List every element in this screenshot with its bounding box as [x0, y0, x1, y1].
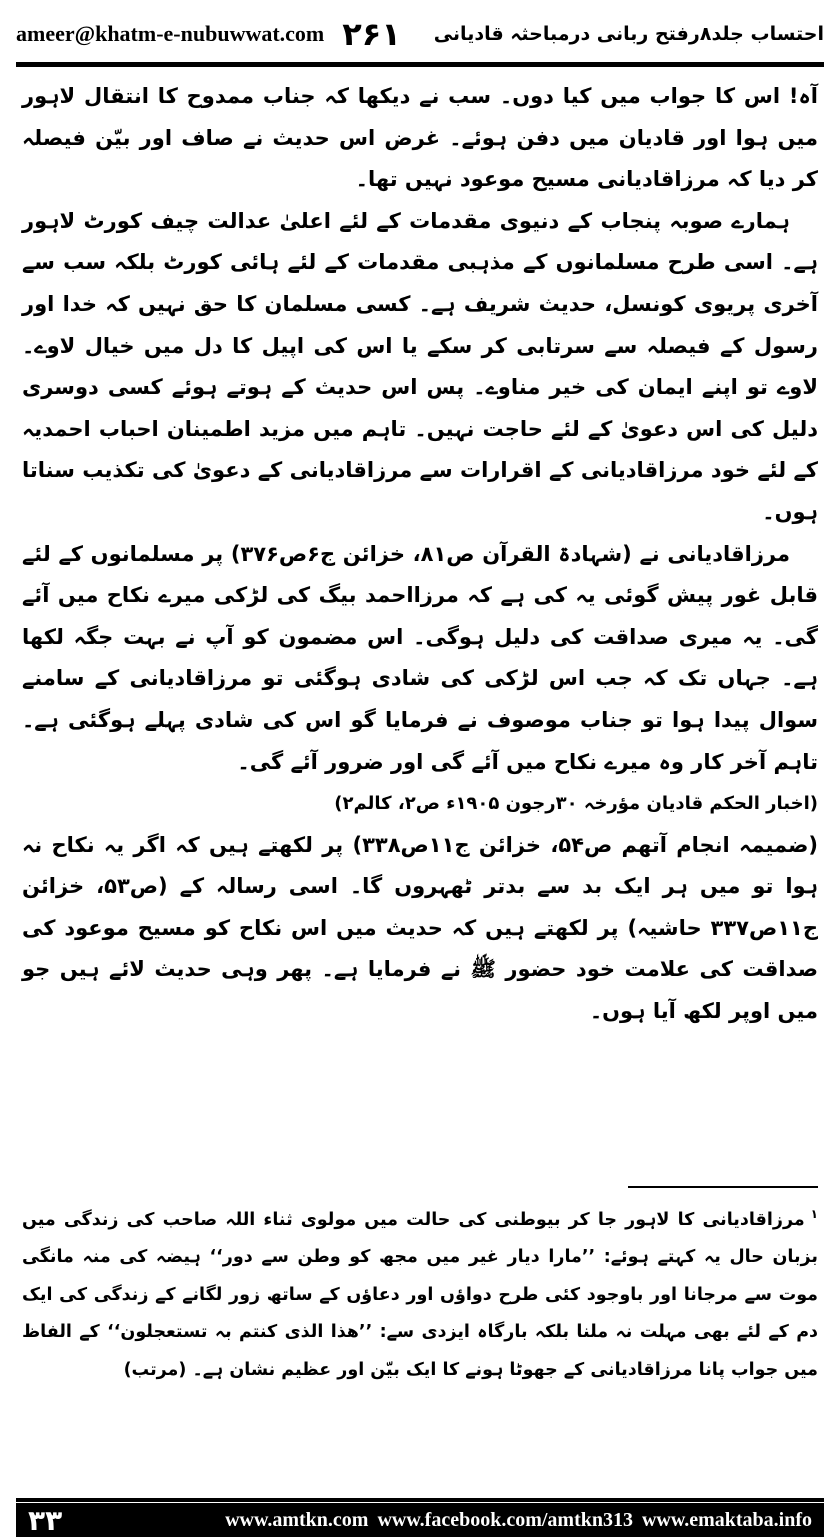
footnote-separator [628, 1186, 818, 1188]
footer-websites: www.amtkn.com www.facebook.com/amtkn313 www.emaktaba.info [225, 1508, 812, 1531]
footer-page-number: ۳۳ [28, 1503, 63, 1537]
page-header [16, 10, 824, 58]
paragraph: ہمارے صوبہ پنجاب کے دنیوی مقدمات کے لئے اعلیٰ عدالت چیف کورٹ لاہور ہے۔ اسی طرح مسلمانوں کے مذہبی مقدمات کے لئے ہائی کورٹ بلکہ سب سے آخری پریوی کونسل، حدیث شریف ہے۔ کسی مسلمان کا حق نہیں کہ خدا اور رسول کے فیصلہ سے سرتابی کر سکے یا اس کی اپیل کا دل میں خیال لاوے۔ لاوے تو اپنے ایمان کی خیر مناوے۔ پس اس حدیث کے ہوتے ہوئے کسی دوسری دلیل کی اس دعویٰ کے لئے حاجت نہیں۔ تاہم میں مزید اطمینان احباب احمدیہ کے لئے خود مرزاقادیانی کے اقرارات سے مرزاقادیانی کے دعویٰ کی تکذیب سناتا ہوں۔ [22, 208, 818, 524]
footnote [22, 1196, 818, 1389]
header-book-title: احتساب جلد۸رفتح ربانی درمباحثہ قادیانی [433, 23, 824, 45]
header-page-number: ۲۶۱ [342, 15, 401, 53]
footnote-text: مرزاقادیانی کا لاہور جا کر بیوطنی کی حالت میں مولوی ثناء اللہ صاحب کی زندگی میں بزبان حال یہ کہتے ہوئے: ’’مارا دیار غیر میں مجھ کو وطن سے دور‘‘ ہیضہ کی منہ مانگی موت سے مرجانا اور باوجود کئی طرح دواؤں اور دعاؤں کے ساتھ زور لگانے کے زندگی کی ایک دم کے لئے بھی مہلت نہ ملنا بلکہ بارگاہ ایزدی سے: ’’ھذا الذی کنتم بہ تستعجلون‘‘ کے الفاظ میں جواب پانا مرزاقادیانی کے جھوٹا ہونے کا ایک بیّن اور عظیم نشان ہے۔ (مرتب) [22, 1209, 818, 1380]
paragraph: (ضمیمہ انجام آتھم ص۵۴، خزائن ج۱۱ص۳۳۸) پر لکھتے ہیں کہ اگر یہ نکاح نہ ہوا تو میں ہر ایک بد سے بدتر ٹھہروں گا۔ اسی رسالہ کے (ص۵۳، خزائن ج۱۱ص۳۳۷ حاشیہ) پر لکھتے ہیں کہ حدیث میں اس نکاح کو مسیح موعود کی صداقت کی علامت خود حضور ﷺ نے فرمایا ہے۔ پھر وہی حدیث لائے ہیں جو میں اوپر لکھ آیا ہوں۔ [22, 832, 819, 1024]
paragraph: مرزاقادیانی نے (شہادۃ القرآن ص۸۱، خزائن ج۶ص۳۷۶) پر مسلمانوں کے لئے قابل غور پیش گوئی یہ کی ہے کہ مرزااحمد بیگ کی لڑکی میرے نکاح میں آئے گی۔ یہ میری صداقت کی دلیل ہوگی۔ اس مضمون کو آپ نے بہت جگہ لکھا ہے۔ جہاں تک کہ جب اس لڑکی کی شادی ہوگئی تو مرزاقادیانی کے سامنے سوال پیدا ہوا تو جناب موصوف نے فرمایا گو اس کی شادی پہلے ہوگئی ہے۔ تاہم آخر کار وہ میرے نکاح میں آئے گی اور ضرور آئے گی۔ [22, 541, 818, 774]
footnote-marker: ۱ [810, 1207, 818, 1221]
footnote-paragraph [22, 1196, 818, 1389]
header-rule [16, 62, 824, 67]
header-email: ameer@khatm-e-nubuwwat.com [16, 21, 325, 46]
page-footer [16, 1503, 824, 1537]
main-text [22, 76, 818, 1033]
reference-line: (اخبار الحکم قادیان مؤرخہ ۳۰رجون ۱۹۰۵ء ص۲، کالم۲) [334, 793, 818, 815]
footer-rule [16, 1498, 824, 1502]
paragraph: آہ! اس کا جواب میں کیا دوں۔ سب نے دیکھا کہ جناب ممدوح کا انتقال لاہور میں ہوا اور قادیان میں دفن ہوئے۔ غرض اس حدیث نے صاف اور بیّن فیصلہ کر دیا کہ مرزاقادیانی مسیح موعود نہیں تھا۔ [22, 84, 818, 192]
